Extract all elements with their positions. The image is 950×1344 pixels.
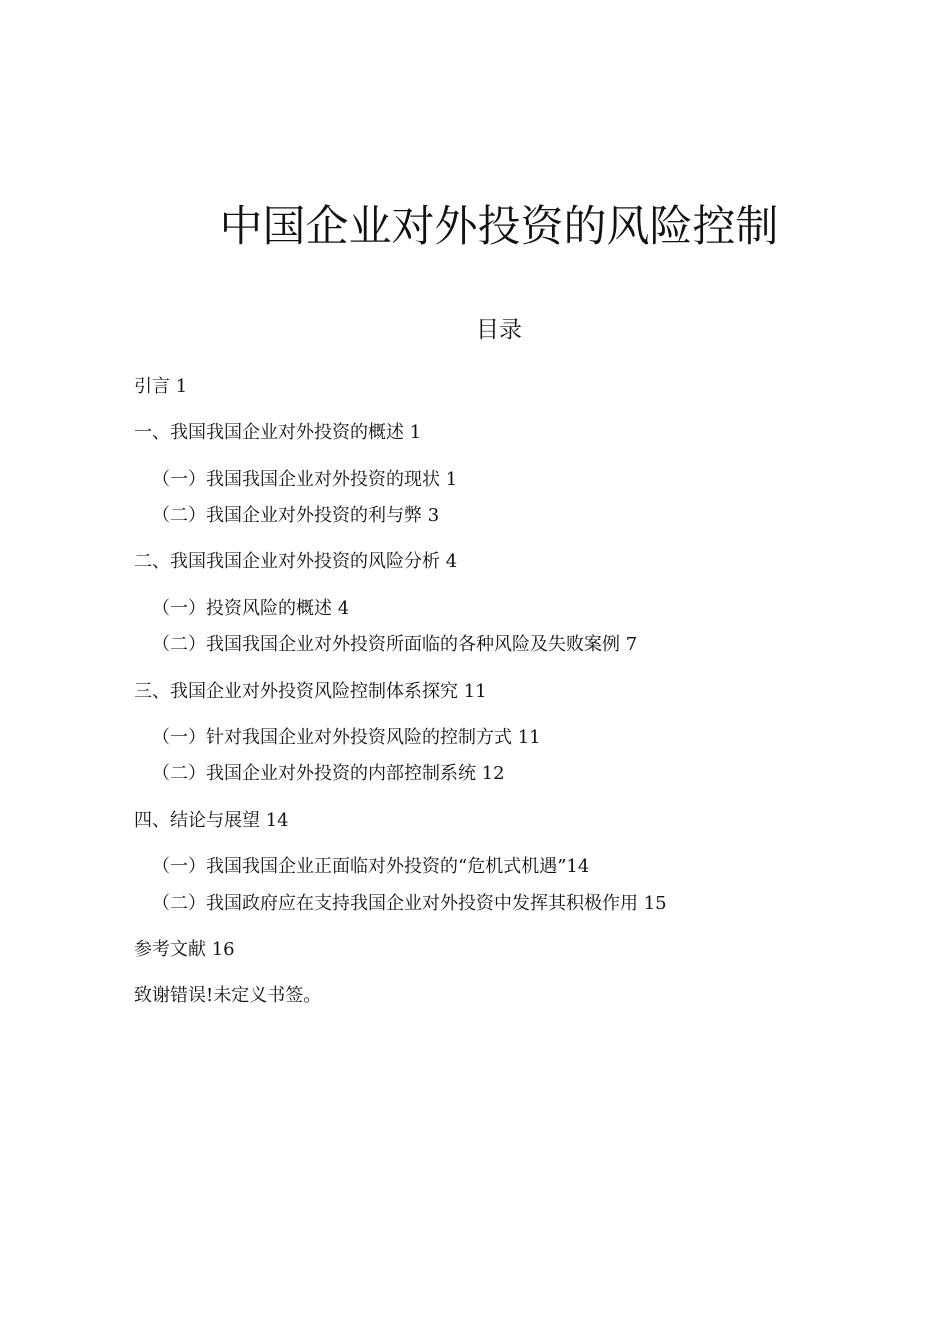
toc-entry-introduction[interactable]: 引言 1 — [134, 376, 188, 397]
toc-heading: 目录 — [476, 317, 522, 343]
toc-entry-section-2-2[interactable]: （二）我国我国企业对外投资所面临的各种风险及失败案例 7 — [152, 634, 638, 655]
toc-entry-chapter-4[interactable]: 四、结论与展望 14 — [134, 810, 289, 831]
toc-entry-section-1-1[interactable]: （一）我国我国企业对外投资的现状 1 — [152, 469, 458, 490]
toc-entry-chapter-2[interactable]: 二、我国我国企业对外投资的风险分析 4 — [134, 551, 458, 572]
toc-entry-chapter-3[interactable]: 三、我国企业对外投资风险控制体系探究 11 — [134, 681, 487, 702]
document-title: 中国企业对外投资的风险控制 — [219, 202, 779, 252]
toc-entry-section-1-2[interactable]: （二）我国企业对外投资的利与弊 3 — [152, 505, 440, 526]
toc-entry-chapter-1[interactable]: 一、我国我国企业对外投资的概述 1 — [134, 422, 422, 443]
toc-entry-section-4-2[interactable]: （二）我国政府应在支持我国企业对外投资中发挥其积极作用 15 — [152, 893, 667, 914]
toc-entry-section-2-1[interactable]: （一）投资风险的概述 4 — [152, 598, 350, 619]
toc-entry-acknowledgements[interactable]: 致谢错误!未定义书签。 — [134, 985, 322, 1006]
toc-entry-references[interactable]: 参考文献 16 — [134, 939, 235, 960]
toc-entry-section-3-1[interactable]: （一）针对我国企业对外投资风险的控制方式 11 — [152, 727, 541, 748]
toc-entry-section-4-1[interactable]: （一）我国我国企业正面临对外投资的“危机式机遇”14 — [152, 856, 590, 877]
toc-entry-section-3-2[interactable]: （二）我国企业对外投资的内部控制系统 12 — [152, 763, 505, 784]
